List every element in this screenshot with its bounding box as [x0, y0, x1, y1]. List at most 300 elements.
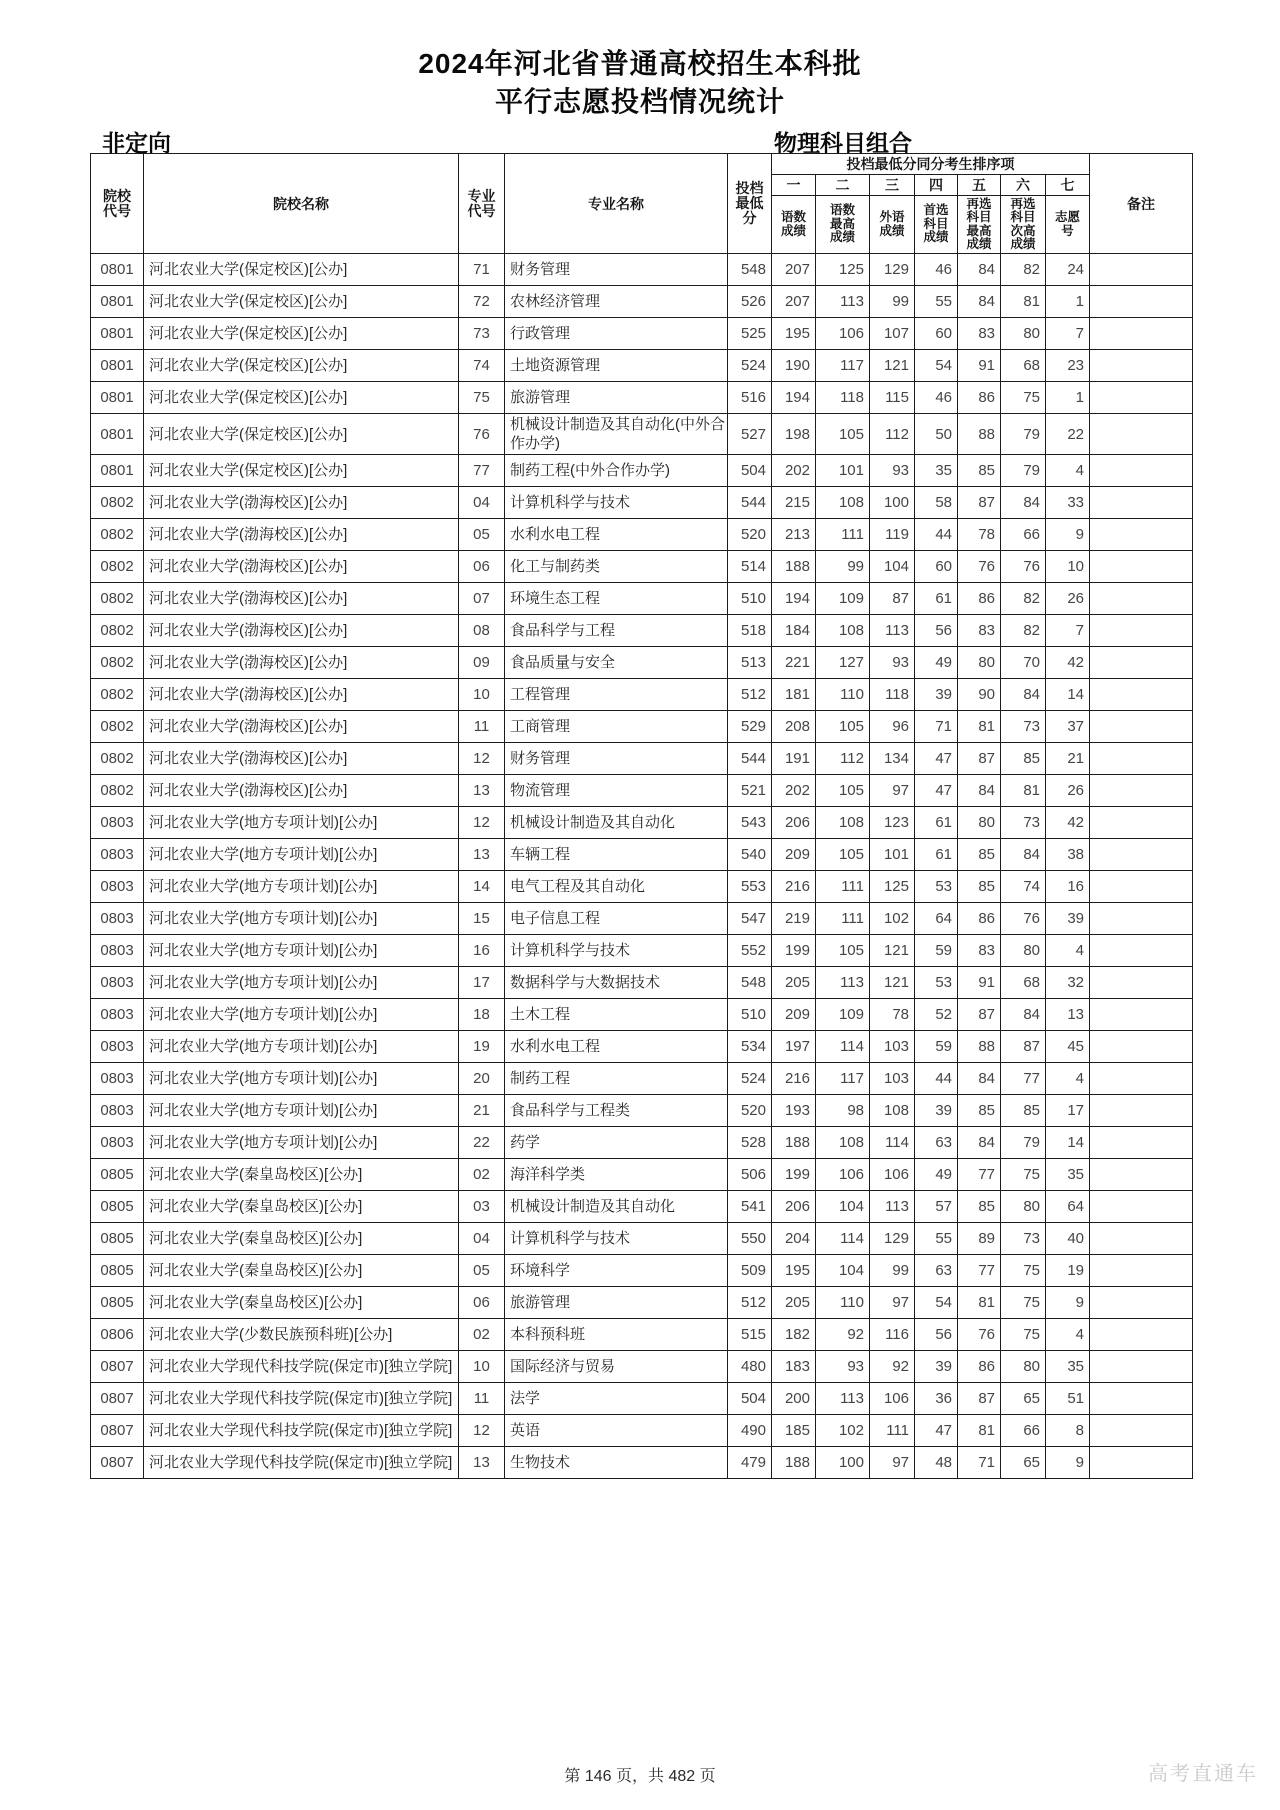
school-code-cell: 0805	[91, 1159, 144, 1191]
table-row	[91, 350, 1193, 382]
page-title-line2: 平行志愿投档情况统计	[494, 86, 785, 117]
tiebreak-3-cell: 92	[870, 1351, 915, 1383]
note-cell	[1090, 1159, 1193, 1191]
tiebreak-1-cell: 188	[772, 551, 816, 583]
tiebreak-2-cell: 98	[816, 1095, 870, 1127]
tiebreak-3-cell: 121	[870, 935, 915, 967]
school-code-cell: 0806	[91, 1319, 144, 1351]
note-cell	[1090, 382, 1193, 414]
tiebreak-5-cell: 80	[958, 807, 1001, 839]
major-name-cell: 本科预科班	[505, 1319, 728, 1351]
major-code-cell: 13	[459, 839, 505, 871]
tiebreak-2-cell: 113	[816, 286, 870, 318]
tiebreak-3-cell: 103	[870, 1031, 915, 1063]
note-cell	[1090, 1063, 1193, 1095]
preference-number-cell: 1	[1046, 286, 1090, 318]
tiebreak-1-header: 语数成绩	[772, 196, 816, 254]
tiebreak-4-cell: 49	[915, 647, 958, 679]
table-row	[91, 1031, 1193, 1063]
major-name-cell: 制药工程(中外合作办学)	[505, 455, 728, 487]
min-score-cell: 510	[728, 583, 772, 615]
school-name-cell: 河北农业大学(渤海校区)[公办]	[144, 551, 459, 583]
note-cell	[1090, 1191, 1193, 1223]
school-name-cell: 河北农业大学(渤海校区)[公办]	[144, 647, 459, 679]
tiebreak-6-cell: 75	[1001, 382, 1046, 414]
min-score-cell: 518	[728, 615, 772, 647]
watermark: 高考直通车	[1148, 1763, 1258, 1785]
tiebreak-4-cell: 56	[915, 1319, 958, 1351]
table-row	[91, 382, 1193, 414]
note-cell	[1090, 743, 1193, 775]
major-name-cell: 食品科学与工程	[505, 615, 728, 647]
note-cell	[1090, 1447, 1193, 1479]
tiebreak-2-cell: 111	[816, 519, 870, 551]
table-row	[91, 583, 1193, 615]
tiebreak-3-cell: 119	[870, 519, 915, 551]
tiebreak-2-cell: 108	[816, 807, 870, 839]
tiebreak-3-cell: 129	[870, 254, 915, 286]
school-name-cell: 河北农业大学(渤海校区)[公办]	[144, 487, 459, 519]
tiebreak-1-cell: 194	[772, 583, 816, 615]
tiebreak-2-cell: 125	[816, 254, 870, 286]
tiebreak-5-cell: 83	[958, 935, 1001, 967]
ordinal-6-header: 六	[1001, 175, 1046, 196]
tiebreak-1-cell: 194	[772, 382, 816, 414]
table-row	[91, 1159, 1193, 1191]
tiebreak-4-cell: 50	[915, 414, 958, 455]
preference-number-cell: 45	[1046, 1031, 1090, 1063]
tiebreak-3-cell: 121	[870, 967, 915, 999]
school-name-cell: 河北农业大学(地方专项计划)[公办]	[144, 903, 459, 935]
tiebreak-2-cell: 113	[816, 1383, 870, 1415]
tiebreak-6-cell: 84	[1001, 487, 1046, 519]
table-row	[91, 1095, 1193, 1127]
min-score-cell: 524	[728, 1063, 772, 1095]
min-score-cell: 520	[728, 519, 772, 551]
tiebreak-5-cell: 85	[958, 455, 1001, 487]
tiebreak-3-cell: 115	[870, 382, 915, 414]
tiebreak-5-cell: 91	[958, 350, 1001, 382]
school-name-cell: 河北农业大学(渤海校区)[公办]	[144, 679, 459, 711]
major-name-cell: 车辆工程	[505, 839, 728, 871]
note-cell	[1090, 455, 1193, 487]
major-code-cell: 71	[459, 254, 505, 286]
major-name-cell: 计算机科学与技术	[505, 487, 728, 519]
tiebreak-3-cell: 99	[870, 1255, 915, 1287]
tiebreak-4-cell: 35	[915, 455, 958, 487]
min-score-cell: 514	[728, 551, 772, 583]
tiebreak-4-cell: 52	[915, 999, 958, 1031]
min-score-cell: 534	[728, 1031, 772, 1063]
table-row	[91, 1383, 1193, 1415]
table-row	[91, 551, 1193, 583]
min-score-cell: 509	[728, 1255, 772, 1287]
major-name-cell: 电气工程及其自动化	[505, 871, 728, 903]
tiebreak-2-cell: 117	[816, 1063, 870, 1095]
preference-number-cell: 26	[1046, 775, 1090, 807]
tiebreak-4-cell: 46	[915, 382, 958, 414]
preference-number-cell: 9	[1046, 1447, 1090, 1479]
preference-number-cell: 38	[1046, 839, 1090, 871]
note-cell	[1090, 414, 1193, 455]
tiebreak-2-cell: 106	[816, 1159, 870, 1191]
tiebreak-4-cell: 36	[915, 1383, 958, 1415]
major-name-cell: 生物技术	[505, 1447, 728, 1479]
preference-number-cell: 8	[1046, 1415, 1090, 1447]
tiebreak-1-cell: 199	[772, 935, 816, 967]
table-row	[91, 1063, 1193, 1095]
tiebreak-4-cell: 48	[915, 1447, 958, 1479]
tiebreak-3-cell: 103	[870, 1063, 915, 1095]
tiebreak-6-cell: 66	[1001, 519, 1046, 551]
tiebreak-4-cell: 58	[915, 487, 958, 519]
school-name-cell: 河北农业大学现代科技学院(保定市)[独立学院]	[144, 1415, 459, 1447]
note-cell	[1090, 647, 1193, 679]
school-code-cell: 0805	[91, 1255, 144, 1287]
tiebreak-3-cell: 123	[870, 807, 915, 839]
tiebreak-5-cell: 81	[958, 1415, 1001, 1447]
tiebreak-5-cell: 80	[958, 647, 1001, 679]
major-code-cell: 04	[459, 487, 505, 519]
school-code-cell: 0801	[91, 455, 144, 487]
min-score-cell: 529	[728, 711, 772, 743]
tiebreak-1-cell: 208	[772, 711, 816, 743]
major-code-cell: 10	[459, 679, 505, 711]
tiebreak-6-cell: 75	[1001, 1319, 1046, 1351]
major-code-cell: 19	[459, 1031, 505, 1063]
preference-number-cell: 24	[1046, 254, 1090, 286]
school-code-cell: 0802	[91, 743, 144, 775]
table-row	[91, 1191, 1193, 1223]
school-name-cell: 河北农业大学(渤海校区)[公办]	[144, 519, 459, 551]
tiebreak-2-cell: 108	[816, 1127, 870, 1159]
tiebreak-1-cell: 184	[772, 615, 816, 647]
tiebreak-2-cell: 108	[816, 487, 870, 519]
tiebreak-3-cell: 112	[870, 414, 915, 455]
min-score-cell: 510	[728, 999, 772, 1031]
tiebreak-1-cell: 197	[772, 1031, 816, 1063]
min-score-cell: 528	[728, 1127, 772, 1159]
tiebreak-6-cell: 65	[1001, 1383, 1046, 1415]
major-name-cell: 食品质量与安全	[505, 647, 728, 679]
major-code-cell: 06	[459, 1287, 505, 1319]
tiebreak-2-cell: 102	[816, 1415, 870, 1447]
preference-number-cell: 32	[1046, 967, 1090, 999]
school-name-cell: 河北农业大学现代科技学院(保定市)[独立学院]	[144, 1447, 459, 1479]
preference-number-cell: 22	[1046, 414, 1090, 455]
tiebreak-3-cell: 121	[870, 350, 915, 382]
school-name-cell: 河北农业大学(秦皇岛校区)[公办]	[144, 1223, 459, 1255]
major-code-cell: 12	[459, 743, 505, 775]
tiebreak-2-cell: 114	[816, 1031, 870, 1063]
tiebreak-2-cell: 105	[816, 935, 870, 967]
school-name-cell: 河北农业大学(秦皇岛校区)[公办]	[144, 1287, 459, 1319]
major-code-cell: 03	[459, 1191, 505, 1223]
table-row	[91, 1447, 1193, 1479]
school-code-cell: 0802	[91, 775, 144, 807]
preference-number-cell: 9	[1046, 519, 1090, 551]
tiebreak-2-cell: 127	[816, 647, 870, 679]
major-name-cell: 计算机科学与技术	[505, 935, 728, 967]
major-name-cell: 国际经济与贸易	[505, 1351, 728, 1383]
tiebreak-1-cell: 206	[772, 1191, 816, 1223]
tiebreak-1-cell: 188	[772, 1127, 816, 1159]
tiebreak-2-cell: 111	[816, 871, 870, 903]
page-title-line1: 2024年河北省普通高校招生本科批	[418, 48, 862, 79]
tiebreak-5-cell: 84	[958, 1063, 1001, 1095]
note-cell	[1090, 775, 1193, 807]
table-row	[91, 286, 1193, 318]
school-name-cell: 河北农业大学(秦皇岛校区)[公办]	[144, 1191, 459, 1223]
tiebreak-3-cell: 129	[870, 1223, 915, 1255]
tiebreak-5-cell: 83	[958, 615, 1001, 647]
min-score-cell: 524	[728, 350, 772, 382]
tiebreak-5-cell: 83	[958, 318, 1001, 350]
table-header	[91, 154, 1193, 254]
school-name-cell: 河北农业大学(保定校区)[公办]	[144, 318, 459, 350]
major-code-cell: 74	[459, 350, 505, 382]
tiebreak-3-cell: 78	[870, 999, 915, 1031]
tiebreak-1-cell: 206	[772, 807, 816, 839]
tiebreak-3-cell: 106	[870, 1159, 915, 1191]
school-code-cell: 0803	[91, 999, 144, 1031]
tiebreak-2-cell: 118	[816, 382, 870, 414]
tiebreak-4-cell: 61	[915, 583, 958, 615]
tiebreak-1-cell: 183	[772, 1351, 816, 1383]
tiebreak-3-header: 外语成绩	[870, 196, 915, 254]
min-score-cell: 512	[728, 1287, 772, 1319]
school-name-cell: 河北农业大学(秦皇岛校区)[公办]	[144, 1255, 459, 1287]
tiebreak-4-cell: 60	[915, 551, 958, 583]
school-code-cell: 0802	[91, 647, 144, 679]
tiebreak-4-cell: 57	[915, 1191, 958, 1223]
min-score-cell: 544	[728, 743, 772, 775]
school-code-cell: 0803	[91, 807, 144, 839]
tiebreak-4-cell: 53	[915, 871, 958, 903]
major-code-cell: 12	[459, 1415, 505, 1447]
major-name-cell: 旅游管理	[505, 1287, 728, 1319]
tiebreak-7-header: 志愿号	[1046, 196, 1090, 254]
note-cell	[1090, 711, 1193, 743]
min-score-cell: 515	[728, 1319, 772, 1351]
tiebreak-5-cell: 84	[958, 254, 1001, 286]
school-name-cell: 河北农业大学(保定校区)[公办]	[144, 254, 459, 286]
tiebreak-1-cell: 195	[772, 1255, 816, 1287]
tiebreak-3-cell: 93	[870, 455, 915, 487]
preference-number-cell: 19	[1046, 1255, 1090, 1287]
min-score-cell: 552	[728, 935, 772, 967]
tiebreak-5-cell: 86	[958, 382, 1001, 414]
school-name-cell: 河北农业大学(渤海校区)[公办]	[144, 775, 459, 807]
tiebreak-2-cell: 104	[816, 1255, 870, 1287]
note-cell	[1090, 1287, 1193, 1319]
tiebreak-3-cell: 113	[870, 615, 915, 647]
tiebreak-6-cell: 73	[1001, 711, 1046, 743]
preference-number-cell: 39	[1046, 903, 1090, 935]
note-cell	[1090, 967, 1193, 999]
school-code-cell: 0803	[91, 1063, 144, 1095]
tiebreak-3-cell: 97	[870, 1447, 915, 1479]
major-name-cell: 药学	[505, 1127, 728, 1159]
school-code-cell: 0802	[91, 583, 144, 615]
note-cell	[1090, 1415, 1193, 1447]
tiebreak-5-cell: 85	[958, 1191, 1001, 1223]
note-cell	[1090, 999, 1193, 1031]
major-name-cell: 计算机科学与技术	[505, 1223, 728, 1255]
major-name-cell: 英语	[505, 1415, 728, 1447]
table-row	[91, 1351, 1193, 1383]
tiebreak-3-cell: 118	[870, 679, 915, 711]
table-row	[91, 519, 1193, 551]
tiebreak-2-cell: 101	[816, 455, 870, 487]
tiebreak-1-cell: 193	[772, 1095, 816, 1127]
table-row	[91, 615, 1193, 647]
major-code-cell: 22	[459, 1127, 505, 1159]
school-code-header: 院校代号	[91, 154, 144, 254]
tiebreak-6-cell: 82	[1001, 583, 1046, 615]
tiebreak-6-cell: 85	[1001, 1095, 1046, 1127]
min-score-cell: 526	[728, 286, 772, 318]
preference-number-cell: 64	[1046, 1191, 1090, 1223]
major-name-cell: 土地资源管理	[505, 350, 728, 382]
tiebreak-1-cell: 213	[772, 519, 816, 551]
tiebreak-6-cell: 85	[1001, 743, 1046, 775]
tiebreak-1-cell: 219	[772, 903, 816, 935]
school-code-cell: 0802	[91, 487, 144, 519]
school-code-cell: 0805	[91, 1191, 144, 1223]
min-score-cell: 479	[728, 1447, 772, 1479]
preference-number-cell: 21	[1046, 743, 1090, 775]
ordinal-2-header: 二	[816, 175, 870, 196]
min-score-cell: 548	[728, 967, 772, 999]
school-name-cell: 河北农业大学(地方专项计划)[公办]	[144, 999, 459, 1031]
preference-number-cell: 14	[1046, 679, 1090, 711]
min-score-cell: 504	[728, 1383, 772, 1415]
tiebreak-6-cell: 75	[1001, 1159, 1046, 1191]
tiebreak-5-cell: 77	[958, 1255, 1001, 1287]
preference-number-cell: 4	[1046, 1319, 1090, 1351]
preference-number-cell: 35	[1046, 1351, 1090, 1383]
major-code-cell: 13	[459, 1447, 505, 1479]
note-cell	[1090, 1319, 1193, 1351]
tiebreak-5-cell: 88	[958, 414, 1001, 455]
school-name-cell: 河北农业大学(地方专项计划)[公办]	[144, 935, 459, 967]
tiebreak-5-cell: 76	[958, 1319, 1001, 1351]
school-name-cell: 河北农业大学(秦皇岛校区)[公办]	[144, 1159, 459, 1191]
tiebreak-5-cell: 86	[958, 583, 1001, 615]
tiebreak-6-cell: 80	[1001, 1191, 1046, 1223]
tiebreak-2-cell: 105	[816, 414, 870, 455]
major-name-cell: 农林经济管理	[505, 286, 728, 318]
table-row	[91, 1223, 1193, 1255]
tiebreak-6-cell: 79	[1001, 414, 1046, 455]
tiebreak-1-cell: 195	[772, 318, 816, 350]
table-row	[91, 1287, 1193, 1319]
preference-number-cell: 4	[1046, 1063, 1090, 1095]
major-code-cell: 04	[459, 1223, 505, 1255]
tiebreak-2-cell: 117	[816, 350, 870, 382]
tiebreak-2-cell: 100	[816, 1447, 870, 1479]
table-row	[91, 743, 1193, 775]
major-code-cell: 02	[459, 1159, 505, 1191]
tiebreak-3-cell: 116	[870, 1319, 915, 1351]
school-code-cell: 0803	[91, 839, 144, 871]
tiebreak-6-cell: 74	[1001, 871, 1046, 903]
min-score-cell: 540	[728, 839, 772, 871]
note-cell	[1090, 1127, 1193, 1159]
ordinal-7-header: 七	[1046, 175, 1090, 196]
major-code-cell: 77	[459, 455, 505, 487]
tiebreak-3-cell: 104	[870, 551, 915, 583]
note-cell	[1090, 1351, 1193, 1383]
table-row	[91, 254, 1193, 286]
school-code-cell: 0803	[91, 935, 144, 967]
major-name-cell: 环境生态工程	[505, 583, 728, 615]
tiebreak-3-cell: 106	[870, 1383, 915, 1415]
tiebreak-6-cell: 79	[1001, 1127, 1046, 1159]
admission-table	[90, 153, 1193, 1479]
school-name-cell: 河北农业大学(地方专项计划)[公办]	[144, 967, 459, 999]
tiebreak-3-cell: 111	[870, 1415, 915, 1447]
tiebreak-5-cell: 84	[958, 286, 1001, 318]
tiebreak-3-cell: 97	[870, 1287, 915, 1319]
tiebreak-5-cell: 85	[958, 1095, 1001, 1127]
tiebreak-3-cell: 113	[870, 1191, 915, 1223]
tiebreak-2-cell: 105	[816, 775, 870, 807]
tiebreak-6-cell: 75	[1001, 1287, 1046, 1319]
min-score-cell: 550	[728, 1223, 772, 1255]
major-code-cell: 15	[459, 903, 505, 935]
tiebreak-1-cell: 215	[772, 487, 816, 519]
min-score-cell: 521	[728, 775, 772, 807]
tiebreak-1-cell: 205	[772, 1287, 816, 1319]
preference-number-cell: 40	[1046, 1223, 1090, 1255]
major-code-cell: 02	[459, 1319, 505, 1351]
tiebreak-3-cell: 96	[870, 711, 915, 743]
tiebreak-4-cell: 59	[915, 1031, 958, 1063]
school-name-cell: 河北农业大学现代科技学院(保定市)[独立学院]	[144, 1383, 459, 1415]
note-cell	[1090, 551, 1193, 583]
tiebreak-4-cell: 63	[915, 1255, 958, 1287]
school-code-cell: 0803	[91, 1031, 144, 1063]
tiebreak-5-cell: 87	[958, 487, 1001, 519]
school-name-cell: 河北农业大学(渤海校区)[公办]	[144, 583, 459, 615]
tiebreak-3-cell: 114	[870, 1127, 915, 1159]
major-name-cell: 财务管理	[505, 743, 728, 775]
tiebreak-6-cell: 68	[1001, 967, 1046, 999]
tiebreak-1-cell: 185	[772, 1415, 816, 1447]
school-code-cell: 0802	[91, 551, 144, 583]
major-name-cell: 数据科学与大数据技术	[505, 967, 728, 999]
major-name-cell: 机械设计制造及其自动化(中外合作办学)	[505, 414, 728, 455]
preference-number-cell: 16	[1046, 871, 1090, 903]
tiebreak-5-cell: 91	[958, 967, 1001, 999]
tiebreak-4-cell: 44	[915, 1063, 958, 1095]
major-code-cell: 10	[459, 1351, 505, 1383]
school-code-cell: 0801	[91, 318, 144, 350]
note-cell	[1090, 839, 1193, 871]
school-name-cell: 河北农业大学(保定校区)[公办]	[144, 286, 459, 318]
tiebreak-4-cell: 54	[915, 350, 958, 382]
major-name-cell: 机械设计制造及其自动化	[505, 807, 728, 839]
school-code-cell: 0802	[91, 679, 144, 711]
tiebreak-1-cell: 182	[772, 1319, 816, 1351]
min-score-cell: 527	[728, 414, 772, 455]
tiebreak-6-cell: 82	[1001, 254, 1046, 286]
major-name-cell: 行政管理	[505, 318, 728, 350]
tiebreak-6-cell: 76	[1001, 903, 1046, 935]
tiebreak-4-cell: 46	[915, 254, 958, 286]
